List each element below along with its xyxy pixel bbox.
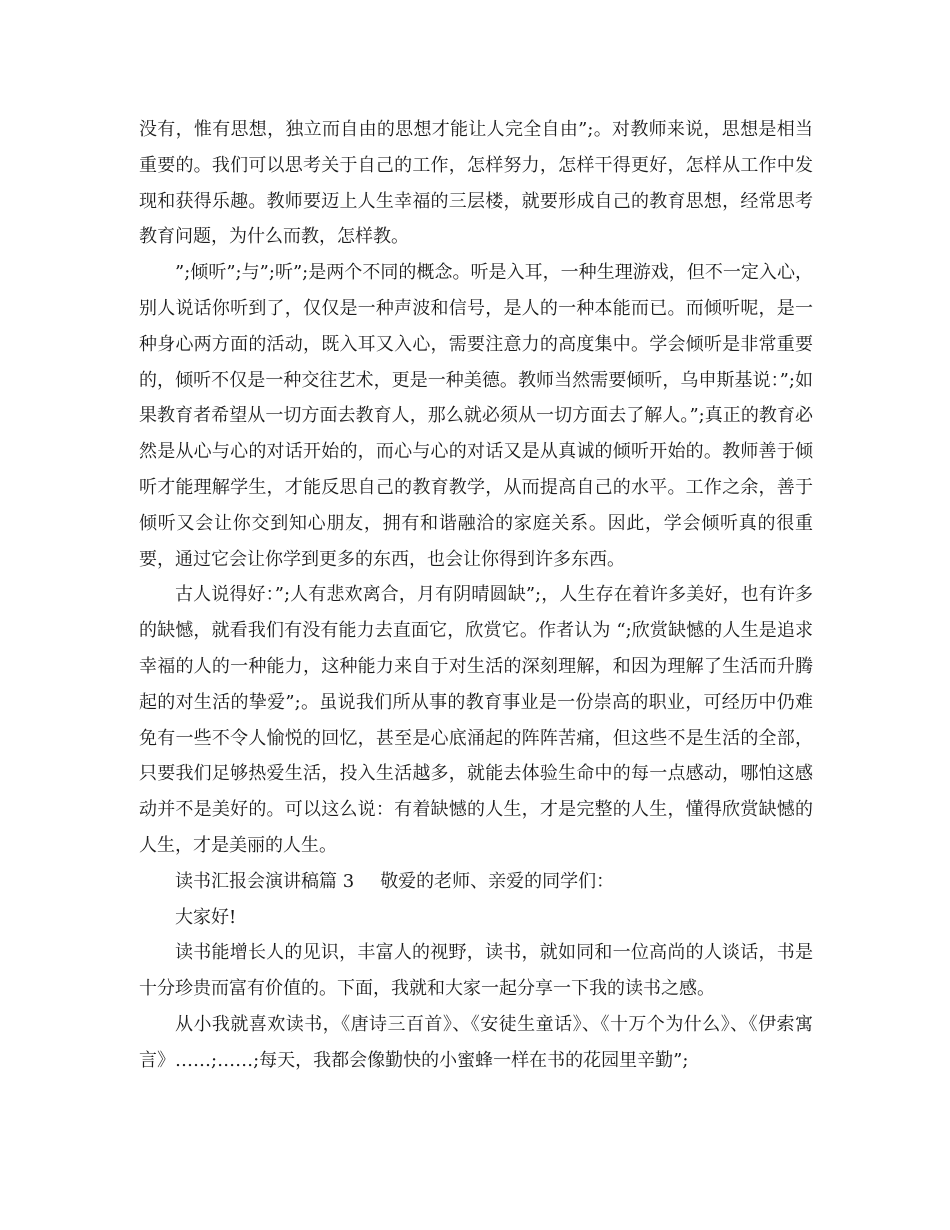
paragraph-4: 读书能增长人的见识，丰富人的视野，读书，就如同和一位高尚的人谈话，书是十分珍贵而富有价值的。下面，我就和大家一起分享一下我的读书之感。: [139, 942, 813, 1000]
paragraph-2: ”;倾听”;与”;听”;是两个不同的概念。听是入耳，一种生理游戏，但不一定入心，别人说话你听到了，仅仅是一种声波和信号，是人的一种本能而已。而倾听呢，是一种身心两方面的活动，既入耳又入心，需要注意力的高度集中。学会倾听是非常重要的，倾听不仅是一种交往艺术，更是一种美德。教师当然需要倾听，乌申斯基说：”;如果教育者希望从一切方面去教育人，那么就必须从一切方面去了解人。”;真正的教育必然是从心与心的对话开始的，而心与心的对话又是从真诚的倾听开始的。教师善于倾听才能理解学生，才能反思自己的教育教学，从而提高自己的水平。工作之余，善于倾听又会让你交到知心朋友，拥有和谐融洽的家庭关系。因此，学会倾听真的很重要，通过它会让你学到更多的东西，也会让你得到许多东西。: [139, 262, 813, 570]
speech-title: 读书汇报会演讲稿篇 3: [175, 870, 355, 892]
greeting-line: 大家好!: [175, 906, 237, 928]
speech-heading-line: [139, 864, 813, 900]
speech-salutation: 敬爱的老师、亲爱的同学们：: [380, 870, 615, 892]
paragraph-1: 没有，惟有思想，独立而自由的思想才能让人完全自由”;。对教师来说，思想是相当重要的。我们可以思考关于自己的工作，怎样努力，怎样干得更好，怎样从工作中发现和获得乐趣。教师要迈上人生幸福的三层楼，就要形成自己的教育思想，经常思考教育问题，为什么而教，怎样教。: [139, 119, 813, 248]
paragraph-3: 古人说得好：”;人有悲欢离合，月有阴晴圆缺”;，人生存在着许多美好，也有许多的缺憾，就看我们有没有能力去直面它，欣赏它。作者认为 “;欣赏缺憾的人生是追求幸福的人的一种能力，这种能力来自于对生活的深刻理解，和因为理解了生活而升腾起的对生活的挚爱”;。虽说我们所从事的教育事业是一份崇高的职业，可经历中仍难免有一些不令人愉悦的回忆，甚至是心底涌起的阵阵苦痛，但这些不是生活的全部，只要我们足够热爱生活，投入生活越多，就能去体验生命中的每一点感动，哪怕这感动并不是美好的。可以这么说：有着缺憾的人生，才是完整的人生，懂得欣赏缺憾的人生，才是美丽的人生。: [139, 584, 813, 856]
paragraph-5: 从小我就喜欢读书，《唐诗三百首》、《安徒生童话》、《十万个为什么》、《伊索寓言》……;……;每天，我都会像勤快的小蜜蜂一样在书的花园里辛勤”;: [139, 1013, 813, 1071]
document-body: [139, 112, 813, 1079]
